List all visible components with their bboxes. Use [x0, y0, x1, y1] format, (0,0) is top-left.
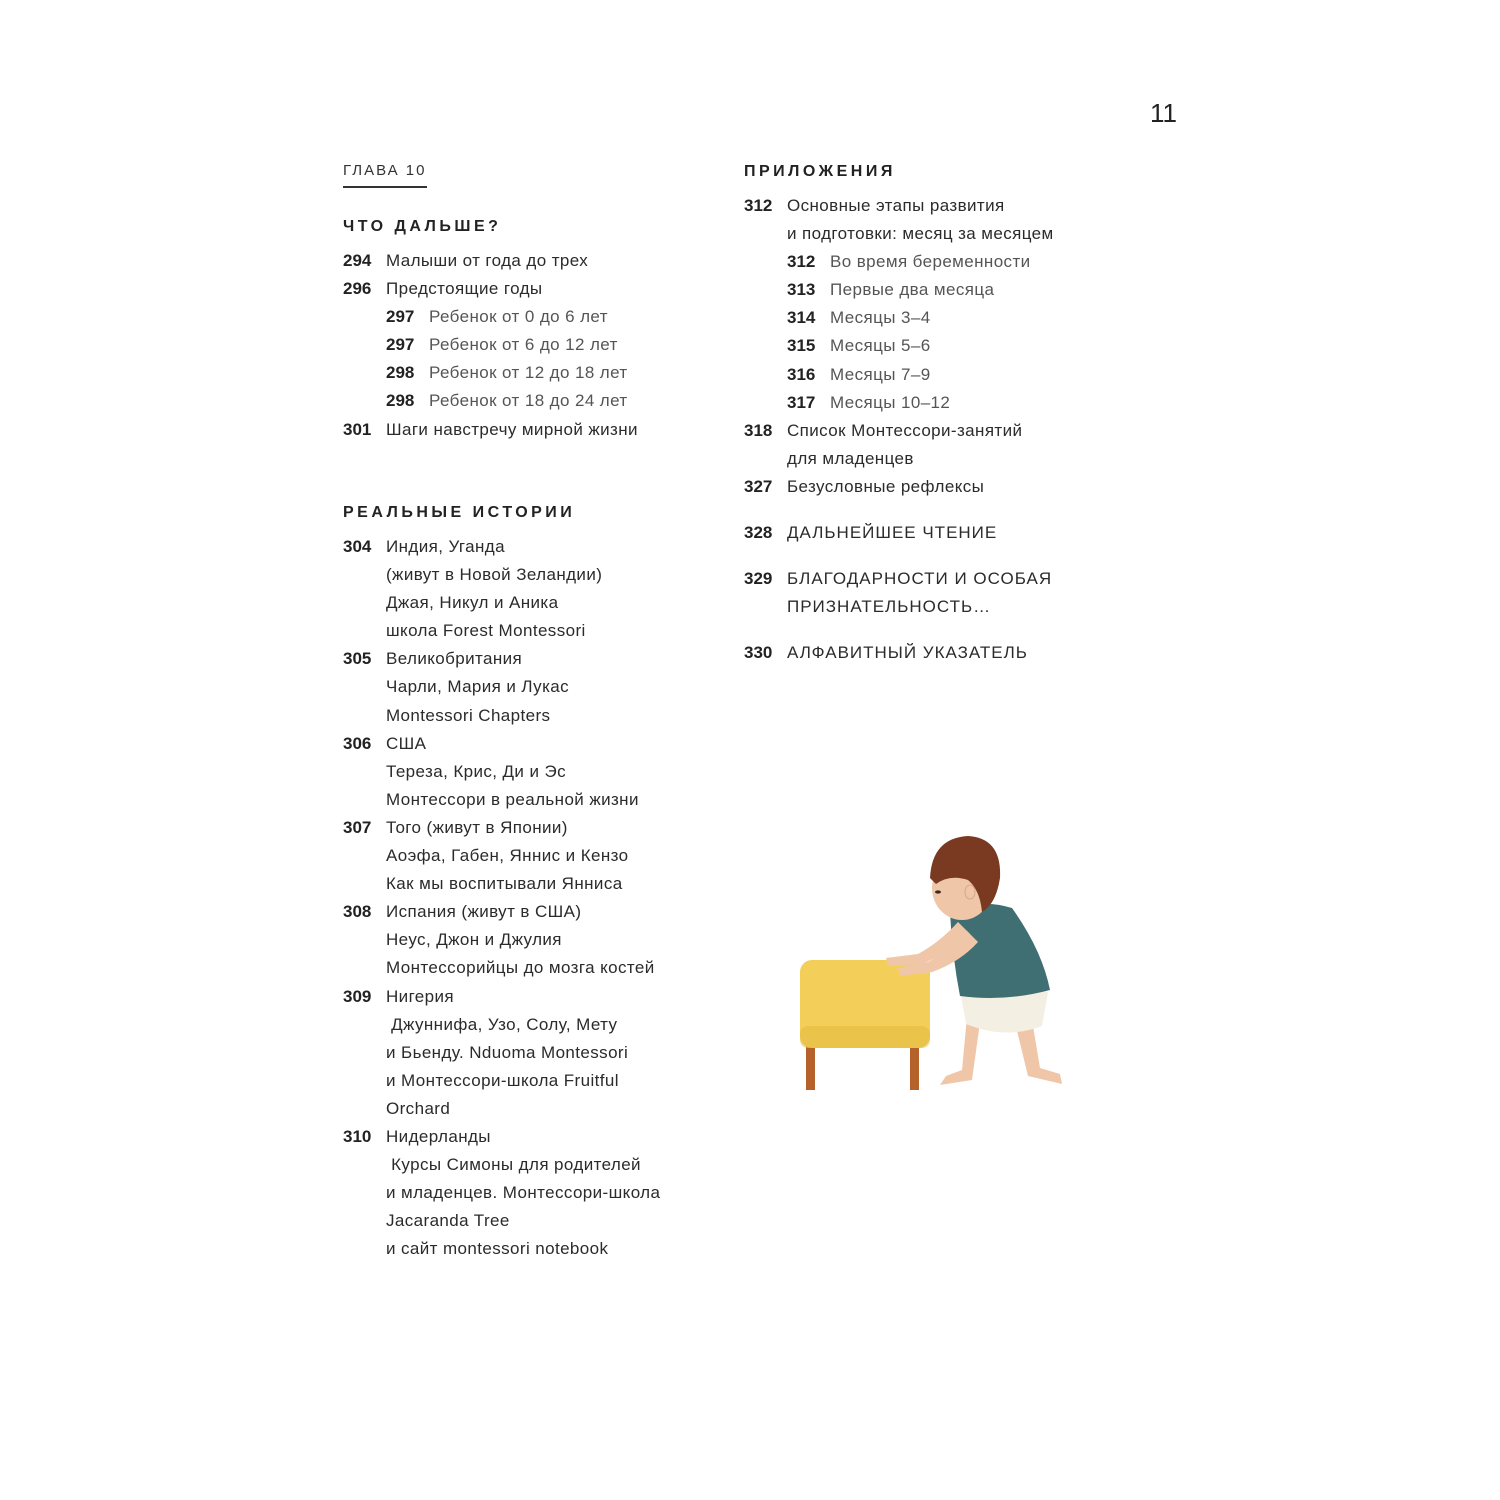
toc-entry-title: Того (живут в Японии) — [386, 817, 568, 837]
toc-entry-title: Предстоящие годы — [386, 279, 543, 299]
toc-entry-continuation — [343, 1235, 660, 1263]
toc-entry-title: Нидерланды — [386, 1126, 491, 1146]
toc-entry-continuation — [343, 589, 660, 617]
toc-page-number: 308 — [343, 902, 372, 922]
toc-entry-line: Аоэфа, Габен, Яннис и Кензо — [386, 846, 629, 866]
toc-entry-continuation — [343, 954, 660, 982]
toc-entry-line: Джуннифа, Узо, Солу, Мету — [386, 1014, 618, 1034]
toc-entry-line: Jacaranda Tree — [386, 1211, 510, 1231]
toc-entry-line: и подготовки: месяц за месяцем — [787, 224, 1054, 244]
toc-entry-continuation — [744, 220, 1054, 248]
toc-entry-title: Ребенок от 18 до 24 лет — [429, 391, 628, 411]
toc-entry-title: Месяцы 10–12 — [830, 392, 951, 412]
toc-entry-continuation — [343, 1207, 660, 1235]
child-eye — [935, 890, 941, 893]
toc-entry-continuation — [343, 617, 660, 645]
toc-entry[interactable] — [343, 730, 660, 758]
toc-entry-title: Основные этапы развития — [787, 196, 1005, 215]
toc-entry-index[interactable] — [744, 639, 1054, 667]
toc-entry[interactable] — [744, 192, 1054, 220]
toc-page-number: 313 — [787, 280, 816, 300]
toc-entry[interactable] — [343, 416, 638, 444]
toc-entry-line: (живут в Новой Зеландии) — [386, 565, 603, 585]
toc-page-number: 317 — [787, 392, 816, 412]
toc-page-number: 297 — [386, 335, 415, 355]
toc-entry-line: Неус, Джон и Джулия — [386, 930, 562, 950]
ottoman-shade — [800, 1026, 930, 1048]
toc-entry-title: Великобритания — [386, 649, 523, 669]
toc-entry-title: Во время беременности — [830, 252, 1031, 272]
toc-entry[interactable] — [343, 814, 660, 842]
child-ear — [965, 885, 975, 899]
toc-subentry[interactable] — [744, 304, 1054, 332]
section-title-whats-next: ЧТО ДАЛЬШЕ? — [343, 218, 502, 235]
toc-entry-line: Джая, Никул и Аника — [386, 593, 559, 613]
toc-left-column — [343, 160, 723, 1259]
toc-entry-continuation — [343, 702, 660, 730]
toc-entry-line: Курсы Симоны для родителей — [386, 1155, 641, 1175]
toc-entry-continuation — [343, 1151, 660, 1179]
toc-entry-line: Тереза, Крис, Ди и Эс — [386, 761, 566, 781]
toc-entry-title: Ребенок от 12 до 18 лет — [429, 363, 628, 383]
toc-entry[interactable] — [343, 645, 660, 673]
toc-entry-title: Индия, Уганда — [386, 537, 505, 556]
toc-page-number: 328 — [744, 523, 773, 543]
toc-entry-line: и Монтессори-школа Fruitful — [386, 1070, 619, 1090]
toc-entry-line: для младенцев — [787, 448, 914, 468]
toc-page-number: 312 — [744, 196, 773, 215]
toc-entry[interactable] — [343, 898, 660, 926]
toc-subentry[interactable] — [744, 332, 1054, 360]
toc-subentry[interactable] — [343, 303, 638, 331]
toc-page-number: 306 — [343, 733, 372, 753]
toc-page-number: 298 — [386, 363, 415, 383]
toc-entry-line: ПРИЗНАТЕЛЬНОСТЬ… — [787, 597, 992, 617]
toc-entry-line: и Бьенду. Nduoma Montessori — [386, 1042, 629, 1062]
toc-entry[interactable] — [343, 533, 660, 561]
toc-entry[interactable] — [343, 983, 660, 1011]
toc-entry-title: Месяцы 3–4 — [830, 308, 931, 328]
toc-entry-title: Список Монтессори-занятий — [787, 420, 1023, 440]
toc-entry-line: и сайт montessori notebook — [386, 1239, 609, 1259]
real-stories-list — [343, 533, 660, 1263]
section-title-real-stories: РЕАЛЬНЫЕ ИСТОРИИ — [343, 504, 576, 521]
toc-entry-line: Монтессори в реальной жизни — [386, 789, 639, 809]
toc-entry-title: Испания (живут в США) — [386, 902, 582, 922]
toc-page-number: 329 — [744, 569, 773, 589]
toc-entry[interactable] — [744, 417, 1054, 445]
whats-next-list — [343, 247, 638, 444]
toc-entry-title: ДАЛЬНЕЙШЕЕ ЧТЕНИЕ — [787, 523, 998, 543]
toc-entry-line: и младенцев. Монтессори-школа — [386, 1183, 661, 1203]
toc-page-number: 327 — [744, 476, 773, 496]
toc-page-number: 305 — [343, 649, 372, 669]
toc-entry-continuation — [343, 1039, 660, 1067]
toc-entry-continuation — [744, 445, 1054, 473]
toc-subentry[interactable] — [744, 361, 1054, 389]
toc-entry-title: Месяцы 5–6 — [830, 336, 931, 356]
toc-subentry[interactable] — [343, 331, 638, 359]
toc-entry[interactable] — [343, 1123, 660, 1151]
toc-entry-continuation — [343, 1011, 660, 1039]
chapter-label: ГЛАВА 10 — [343, 162, 427, 188]
toc-entry-further-reading[interactable] — [744, 519, 1054, 547]
toc-page-number: 315 — [787, 336, 816, 356]
toc-page-number: 330 — [744, 643, 773, 663]
toc-page-number: 304 — [343, 537, 372, 556]
toc-entry-continuation — [343, 870, 660, 898]
toc-page-number: 307 — [343, 817, 372, 837]
toc-subentry[interactable] — [343, 387, 638, 415]
toc-page-number: 314 — [787, 308, 816, 328]
appendices-list — [744, 192, 1054, 667]
toc-entry-line: Как мы воспитывали Янниса — [386, 874, 623, 894]
toc-entry-title: Малыши от года до трех — [386, 251, 589, 270]
toc-entry-title: Безусловные рефлексы — [787, 476, 985, 496]
toc-entry-continuation — [343, 1095, 660, 1123]
toc-entry-title: БЛАГОДАРНОСТИ И ОСОБАЯ — [787, 569, 1053, 589]
toddler-pushing-ottoman-illustration — [790, 830, 1080, 1100]
toc-entry-continuation — [343, 786, 660, 814]
toc-page-number: 294 — [343, 251, 372, 270]
toc-subentry[interactable] — [744, 248, 1054, 276]
toc-entry-line: школа Forest Montessori — [386, 621, 586, 641]
toc-entry-continuation — [343, 673, 660, 701]
toc-entry-continuation — [343, 1067, 660, 1095]
toc-page-number: 297 — [386, 307, 415, 327]
toc-page-number: 296 — [343, 279, 372, 299]
page-number: 11 — [1150, 98, 1177, 128]
toc-entry[interactable] — [744, 473, 1054, 501]
section-title-appendices: ПРИЛОЖЕНИЯ — [744, 163, 896, 180]
toc-subentry[interactable] — [744, 276, 1054, 304]
toc-entry-continuation — [343, 1179, 660, 1207]
toc-entry-title: США — [386, 733, 427, 753]
toc-entry-title: Ребенок от 6 до 12 лет — [429, 335, 618, 355]
toc-entry-title: Месяцы 7–9 — [830, 364, 931, 384]
toc-page-number: 301 — [343, 419, 372, 439]
toc-entry-line: Montessori Chapters — [386, 705, 551, 725]
toc-entry-title: Нигерия — [386, 986, 455, 1006]
toc-entry-continuation — [343, 758, 660, 786]
toc-subentry[interactable] — [744, 389, 1054, 417]
toc-page-number: 312 — [787, 252, 816, 272]
toc-entry[interactable] — [343, 275, 638, 303]
toc-entry-continuation — [343, 926, 660, 954]
toc-page-number: 309 — [343, 986, 372, 1006]
toc-entry-title: Первые два месяца — [830, 280, 995, 300]
toc-entry-acknowledgements[interactable] — [744, 565, 1054, 593]
toc-entry-line: Монтессорийцы до мозга костей — [386, 958, 655, 978]
toc-page-number: 310 — [343, 1126, 372, 1146]
toc-entry-title: Шаги навстречу мирной жизни — [386, 419, 638, 439]
toc-entry-continuation — [343, 561, 660, 589]
toc-page-number: 316 — [787, 364, 816, 384]
toc-entry-continuation — [744, 593, 1054, 621]
toc-entry-continuation — [343, 842, 660, 870]
toc-page-number: 298 — [386, 391, 415, 411]
toc-page-number: 318 — [744, 420, 773, 440]
toc-entry-title: Ребенок от 0 до 6 лет — [429, 307, 608, 327]
toc-entry[interactable] — [343, 247, 638, 275]
toc-entry-line: Чарли, Мария и Лукас — [386, 677, 570, 697]
toc-entry-title: АЛФАВИТНЫЙ УКАЗАТЕЛЬ — [787, 643, 1028, 663]
toc-entry-line: Orchard — [386, 1098, 451, 1118]
toc-subentry[interactable] — [343, 359, 638, 387]
